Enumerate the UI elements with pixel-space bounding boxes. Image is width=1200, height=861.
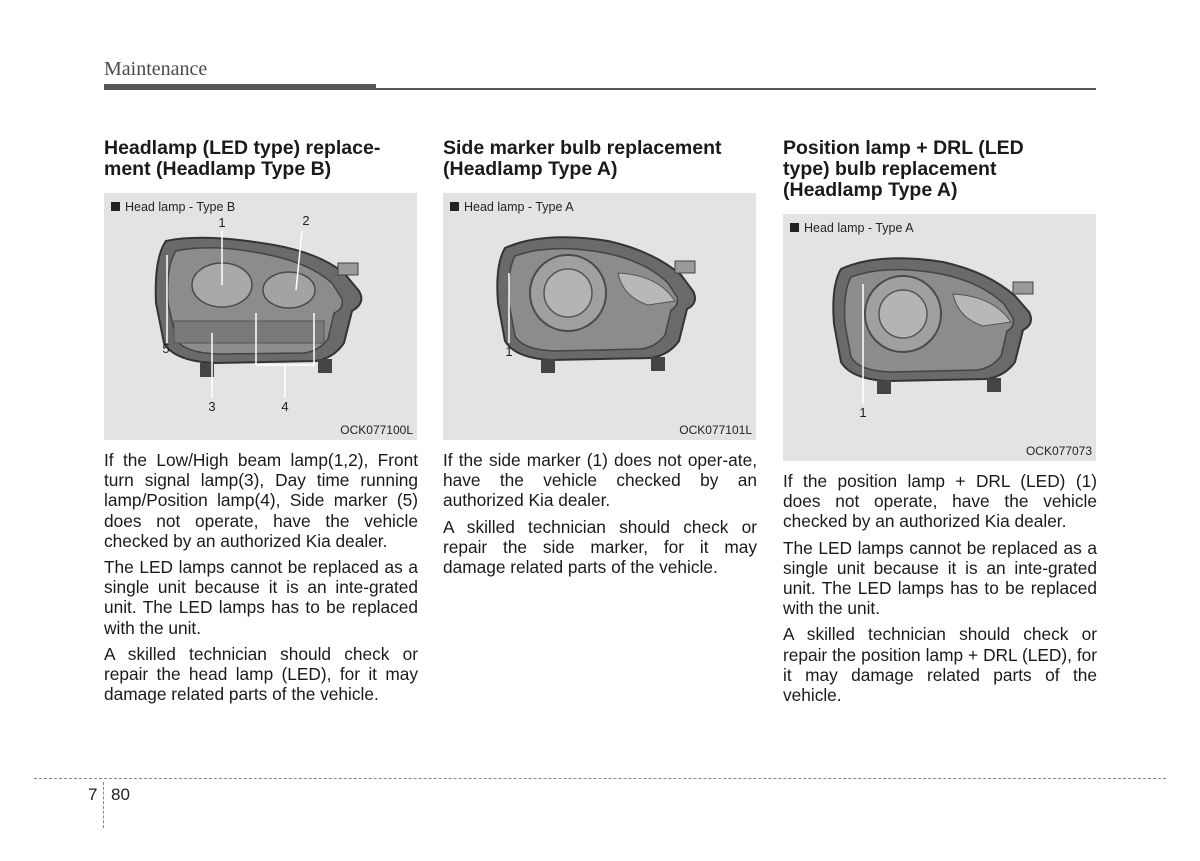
page-number: 80 — [111, 785, 130, 804]
figure-label-2: 2 — [302, 213, 310, 228]
paragraph: If the side marker (1) does not oper-ate, have the vehicle checked by an authorized Kia dealer. — [443, 450, 757, 511]
headlamp-type-a-illustration — [443, 193, 756, 440]
column-led-headlamp — [104, 138, 418, 710]
paragraph: The LED lamps cannot be replaced as a single unit because it is an inte-grated unit. The LED lamps has to be replaced with the unit. — [783, 537, 1097, 619]
figure-headlamp-type-a-side-marker — [443, 193, 756, 440]
column-side-marker — [443, 138, 757, 583]
figure-code: OCK077100L — [340, 423, 413, 437]
chapter-number: 7 — [88, 785, 98, 804]
footer-vertical-divider — [103, 782, 104, 828]
figure-label-5: 5 — [162, 341, 170, 356]
paragraph: The LED lamps cannot be replaced as a single unit because it is an inte-grated unit. The LED lamps has to be replaced with the unit. — [104, 557, 418, 638]
body-text — [104, 450, 418, 704]
figure-code: OCK077073 — [1025, 444, 1092, 458]
figure-headlamp-type-b — [104, 193, 417, 440]
column-position-drl — [783, 138, 1097, 711]
figure-label-1: 1 — [859, 405, 867, 420]
body-text — [783, 471, 1097, 705]
figure-label-3: 3 — [208, 399, 216, 414]
figure-caption: Head lamp - Type B — [111, 200, 235, 214]
figure-caption: Head lamp - Type A — [790, 221, 914, 235]
header-rule-thin — [376, 88, 1096, 90]
figure-caption: Head lamp - Type A — [450, 200, 574, 214]
paragraph: If the position lamp + DRL (LED) (1) does not operate, have the vehicle checked by an authorized Kia dealer. — [783, 471, 1097, 532]
section-title: Maintenance — [104, 58, 208, 80]
figure-label-4: 4 — [281, 399, 289, 414]
heading-side-marker: Side marker bulb replacement (Headlamp Type A) — [443, 137, 722, 180]
body-text — [443, 450, 757, 577]
figure-label-1: 1 — [505, 344, 513, 359]
paragraph: A skilled technician should check or repair the position lamp + DRL (LED), for it may damage related parts of the vehicle. — [783, 624, 1097, 706]
figure-label-1: 1 — [218, 215, 226, 230]
figure-code: OCK077101L — [679, 423, 752, 437]
paragraph: A skilled technician should check or repair the head lamp (LED), for it may damage related parts of the vehicle. — [104, 643, 418, 705]
figure-headlamp-type-a-drl — [783, 214, 1096, 461]
footer-divider — [34, 778, 1166, 779]
paragraph: If the Low/High beam lamp(1,2), Front turn signal lamp(3), Day time running lamp/Position lamp(4), Side marker (5) does not operate, have the vehicle checked by an authorized Kia dealer. — [104, 450, 418, 551]
heading-led-headlamp: Headlamp (LED type) replace- ment (Headlamp Type B) — [104, 137, 381, 180]
heading-position-drl: Position lamp + DRL (LED type) bulb replacement (Headlamp Type A) — [783, 137, 1024, 201]
headlamp-type-a-drl-illustration — [783, 214, 1096, 461]
paragraph: A skilled technician should check or repair the side marker, for it may damage related parts of the vehicle. — [443, 516, 757, 578]
header-rule-thick — [104, 84, 376, 90]
headlamp-type-b-illustration — [104, 193, 417, 440]
